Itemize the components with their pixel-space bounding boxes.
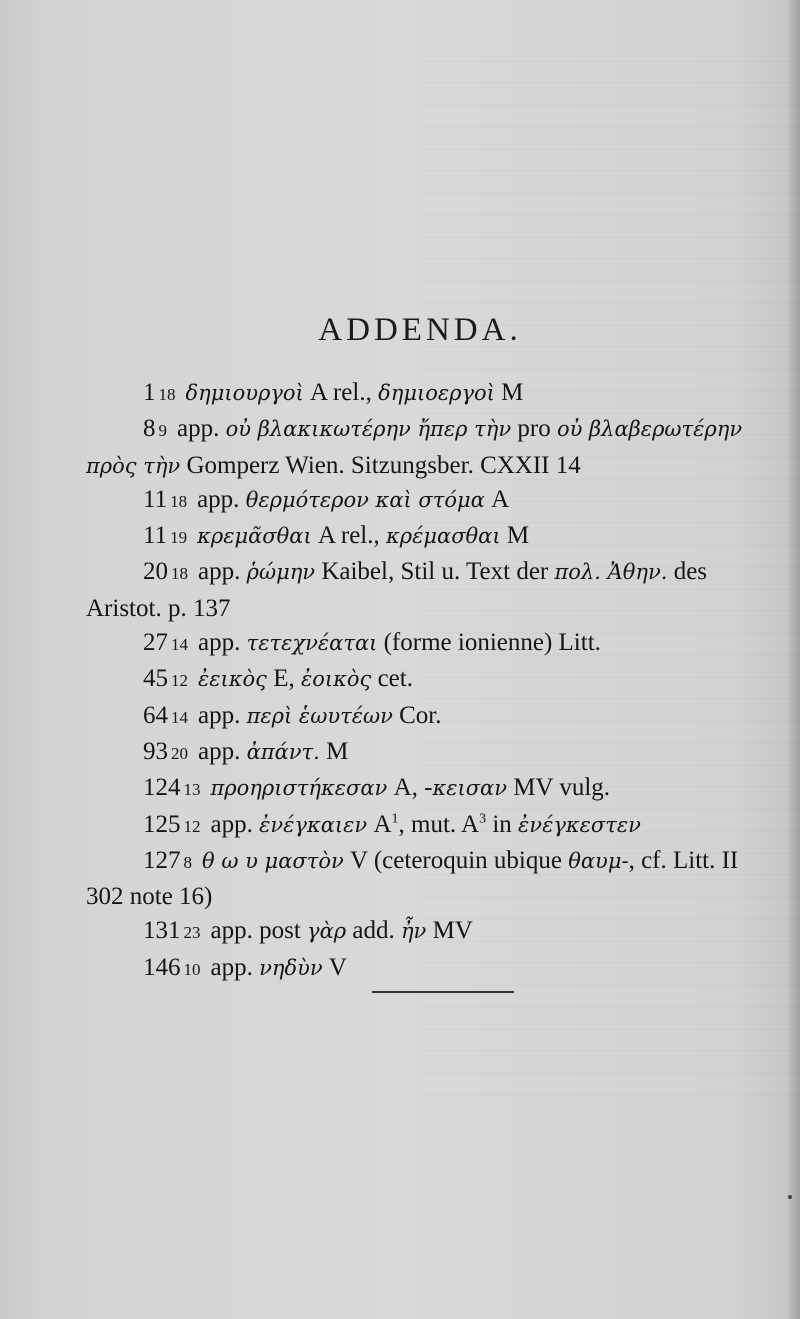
- entry-continuation: [86, 449, 786, 483]
- page-number: 11: [143, 485, 168, 513]
- latin-text: Aristot. p. 137: [86, 594, 231, 622]
- greek-text: ἐνέγκαιεν: [259, 812, 368, 837]
- page-number: 131: [143, 917, 181, 945]
- latin-text: 302 note 16): [86, 883, 213, 911]
- latin-text: M: [494, 379, 524, 406]
- greek-text: τετεχνέαται: [246, 631, 378, 656]
- greek-text: ῥώμην: [246, 560, 316, 585]
- entry-reference: [143, 483, 187, 519]
- page-number: 8: [143, 415, 156, 443]
- greek-text: ἐνέγκεστεν: [518, 812, 641, 837]
- greek-text: δημιοεργοὶ: [378, 381, 495, 405]
- latin-text: app.: [210, 953, 260, 981]
- greek-text: ἐεικὸς: [198, 667, 267, 692]
- page-heading: ADDENDA.: [318, 312, 522, 348]
- greek-text: οὐ βλαβερωτέρην: [556, 417, 743, 442]
- line-number: 9: [158, 421, 167, 441]
- latin-text: A rel.,: [303, 379, 379, 406]
- greek-text: γὰρ: [307, 919, 347, 944]
- page-number: 45: [143, 665, 168, 693]
- latin-text: V: [322, 953, 347, 981]
- entry-continuation: [86, 592, 786, 626]
- greek-text: κεισαν: [432, 776, 508, 801]
- addenda-entry: [86, 808, 786, 844]
- latin-text: app.: [198, 558, 247, 586]
- line-number: 13: [183, 780, 201, 800]
- addenda-entry: [86, 412, 786, 448]
- latin-text: A: [484, 485, 510, 513]
- section-rule: [372, 991, 514, 993]
- latin-text: A rel.,: [311, 522, 386, 550]
- line-number: 18: [171, 564, 188, 584]
- page-number: 146: [143, 953, 181, 981]
- greek-text: περὶ ἑωυτέων: [246, 703, 393, 728]
- addenda-entry: [86, 519, 786, 555]
- latin-text: app.: [198, 701, 247, 729]
- page-number: 27: [143, 629, 168, 657]
- line-number: 12: [183, 816, 201, 836]
- page-number: 127: [143, 846, 181, 874]
- entry-reference: [143, 699, 188, 735]
- line-number: 12: [171, 671, 188, 691]
- latin-text: Cor.: [392, 701, 442, 729]
- entry-reference: [143, 844, 192, 880]
- greek-text: κρέμασθαι: [385, 524, 501, 549]
- latin-text: MV: [426, 917, 473, 945]
- latin-text: (forme ionienne) Litt.: [377, 629, 601, 657]
- page-speck: [788, 1195, 792, 1199]
- addenda-entry: [86, 376, 786, 412]
- latin-text: A: [367, 810, 392, 838]
- entry-reference: [143, 771, 201, 807]
- superscript: 1: [391, 811, 399, 827]
- addenda-entry: [86, 555, 786, 591]
- addenda-entry: [86, 699, 786, 735]
- greek-text: ἦν: [400, 919, 427, 944]
- entry-reference: [143, 555, 188, 591]
- entry-reference: [143, 412, 167, 448]
- latin-text: MV vulg.: [507, 774, 611, 802]
- latin-text: A, -: [387, 774, 433, 802]
- line-number: 18: [170, 491, 188, 511]
- latin-text: Gomperz Wien. Sitzungsber. CXXII 14: [180, 451, 581, 479]
- entry-reference: [143, 808, 201, 844]
- entry-reference: [143, 376, 176, 412]
- latin-text: Kaibel, Stil u. Text der: [315, 558, 555, 586]
- greek-text: προηριστήκεσαν: [210, 776, 388, 801]
- superscript: 3: [479, 811, 487, 827]
- latin-text: app.: [177, 415, 226, 443]
- latin-text: E,: [266, 665, 301, 693]
- latin-text: des: [667, 558, 708, 586]
- page-number: 125: [143, 810, 181, 838]
- line-number: 14: [171, 635, 188, 655]
- entry-reference: [143, 662, 188, 698]
- page-number: 1: [143, 379, 156, 406]
- greek-text: θερμότερον καὶ στόμα: [245, 487, 485, 512]
- entry-continuation: [86, 880, 786, 914]
- greek-text: κρεμᾶσθαι: [197, 524, 312, 549]
- greek-text: οὐ βλακικωτέρην ἤπερ τὴν: [225, 417, 512, 442]
- page-number: 20: [143, 558, 168, 586]
- line-number: 20: [171, 743, 188, 763]
- entry-reference: [143, 735, 188, 771]
- greek-text: νηδὺν: [259, 955, 323, 980]
- line-number: 23: [183, 923, 201, 943]
- addenda-entry: [86, 771, 786, 807]
- line-number: 10: [183, 959, 201, 979]
- latin-text: , cf. Litt. II: [628, 846, 739, 874]
- latin-text: add.: [346, 917, 401, 945]
- line-number: 18: [158, 385, 176, 404]
- greek-text: πρὸς τὴν: [86, 453, 181, 478]
- addenda-entry: [86, 844, 786, 880]
- page-edge-shadow: [786, 0, 800, 1319]
- page-number: 64: [143, 701, 168, 729]
- addenda-entry: [86, 951, 786, 987]
- entry-reference: [143, 519, 187, 555]
- greek-text: ἀπάντ.: [246, 739, 320, 764]
- entry-reference: [143, 951, 201, 987]
- addenda-entry: [86, 735, 786, 771]
- latin-text: app.: [198, 737, 247, 765]
- addenda-entry: [86, 626, 786, 662]
- page-number: 124: [143, 774, 181, 802]
- greek-text: θ ω υ μαστὸν: [202, 848, 344, 873]
- line-number: 14: [171, 707, 188, 727]
- addenda-entry: [86, 483, 786, 519]
- greek-text: πολ. Ἀθην.: [554, 560, 668, 585]
- latin-text: cet.: [371, 665, 413, 693]
- latin-text: app.: [198, 629, 247, 657]
- page-number: 11: [143, 522, 168, 550]
- latin-text: app.: [197, 485, 246, 513]
- latin-text: app. post: [210, 917, 308, 945]
- line-number: 8: [183, 852, 192, 872]
- greek-text: θαυμ-: [568, 848, 629, 873]
- latin-text: , mut. A: [398, 810, 480, 838]
- latin-text: M: [500, 522, 530, 550]
- addenda-list: [86, 376, 786, 987]
- greek-text: δημιουργοὶ: [185, 381, 304, 405]
- latin-text: app.: [210, 810, 260, 838]
- page-number: 93: [143, 737, 168, 765]
- latin-text: V (ceteroquin ubique: [343, 846, 569, 874]
- latin-text: in: [486, 810, 519, 838]
- addenda-entry: [86, 914, 786, 950]
- addenda-entry: [86, 662, 786, 698]
- entry-reference: [143, 914, 201, 950]
- line-number: 19: [170, 528, 188, 548]
- greek-text: ἐοικὸς: [300, 667, 372, 692]
- latin-text: M: [319, 737, 349, 765]
- latin-text: pro: [511, 415, 557, 443]
- entry-reference: [143, 626, 188, 662]
